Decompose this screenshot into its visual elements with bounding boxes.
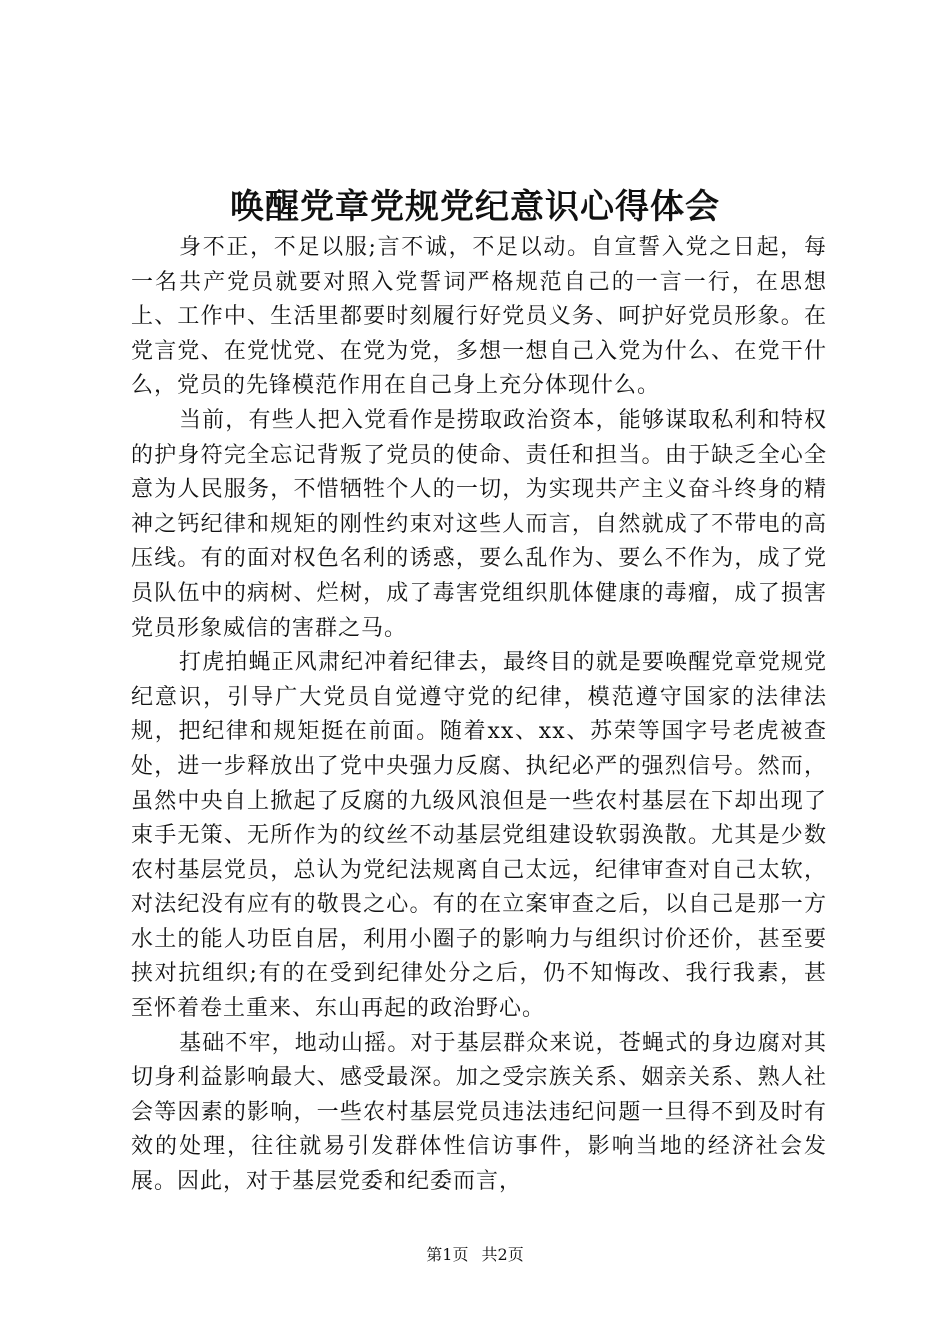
document-body bbox=[131, 231, 827, 1200]
paragraph-4: 基础不牢，地动山摇。对于基层群众来说，苍蝇式的身边腐对其切身利益影响最大、感受最深。加之受宗族关系、姻亲关系、熟人社会等因素的影响，一些农村基层党员违法违纪问题一旦得不到及时有效的处理，往往就易引发群体性信访事件，影响当地的经济社会发展。因此，对于基层党委和纪委而言， bbox=[131, 1030, 827, 1195]
paragraph-3: 打虎拍蝇正风肃纪冲着纪律去，最终目的就是要唤醒党章党规党纪意识，引导广大党员自觉遵守党的纪律，模范遵守国家的法律法规，把纪律和规矩挺在前面。随着xx、xx、苏荣等国字号老虎被查处，进一步释放出了党中央强力反腐、执纪必严的强烈信号。然而，虽然中央自上掀起了反腐的九级风浪但是一些农村基层在下却出现了束手无策、无所作为的纹丝不动基层党组建设软弱涣散。尤其是少数农村基层党员，总认为党纪法规离自己太远，纪律审查对自己太软，对法纪没有应有的敬畏之心。有的在立案审查之后，以自己是那一方水土的能人功臣自居，利用小圈子的影响力与组织讨价还价，甚至要挟对抗组织;有的在受到纪律处分之后，仍不知悔改、我行我素，甚至怀着卷土重来、东山再起的政治野心。 bbox=[131, 650, 827, 1022]
paragraph-1: 身不正，不足以服;言不诚，不足以动。自宣誓入党之日起，每一名共产党员就要对照入党誓词严格规范自己的一言一行，在思想上、工作中、生活里都要时刻履行好党员义务、呵护好党员形象。在党言党、在党忧党、在党为党，多想一想自己入党为什么、在党干什么，党员的先锋模范作用在自己身上充分体现什么。 bbox=[131, 235, 827, 399]
page-footer bbox=[0, 1243, 950, 1267]
page-number-total: 共2页 bbox=[481, 1245, 524, 1264]
page-number-current: 第1页 bbox=[426, 1245, 469, 1264]
document-title: 唤醒党章党规党纪意识心得体会 bbox=[230, 187, 720, 227]
paragraph-2: 当前，有些人把入党看作是捞取政治资本，能够谋取私利和特权的护身符完全忘记背叛了党员的使命、责任和担当。由于缺乏全心全意为人民服务，不惜牺牲个人的一切，为实现共产主义奋斗终身的精神之钙纪律和规矩的刚性约束对这些人而言，自然就成了不带电的高压线。有的面对权色名利的诱惑，要么乱作为、要么不作为，成了党员队伍中的病树、烂树，成了毒害党组织肌体健康的毒瘤，成了损害党员形象威信的害群之马。 bbox=[131, 407, 827, 641]
